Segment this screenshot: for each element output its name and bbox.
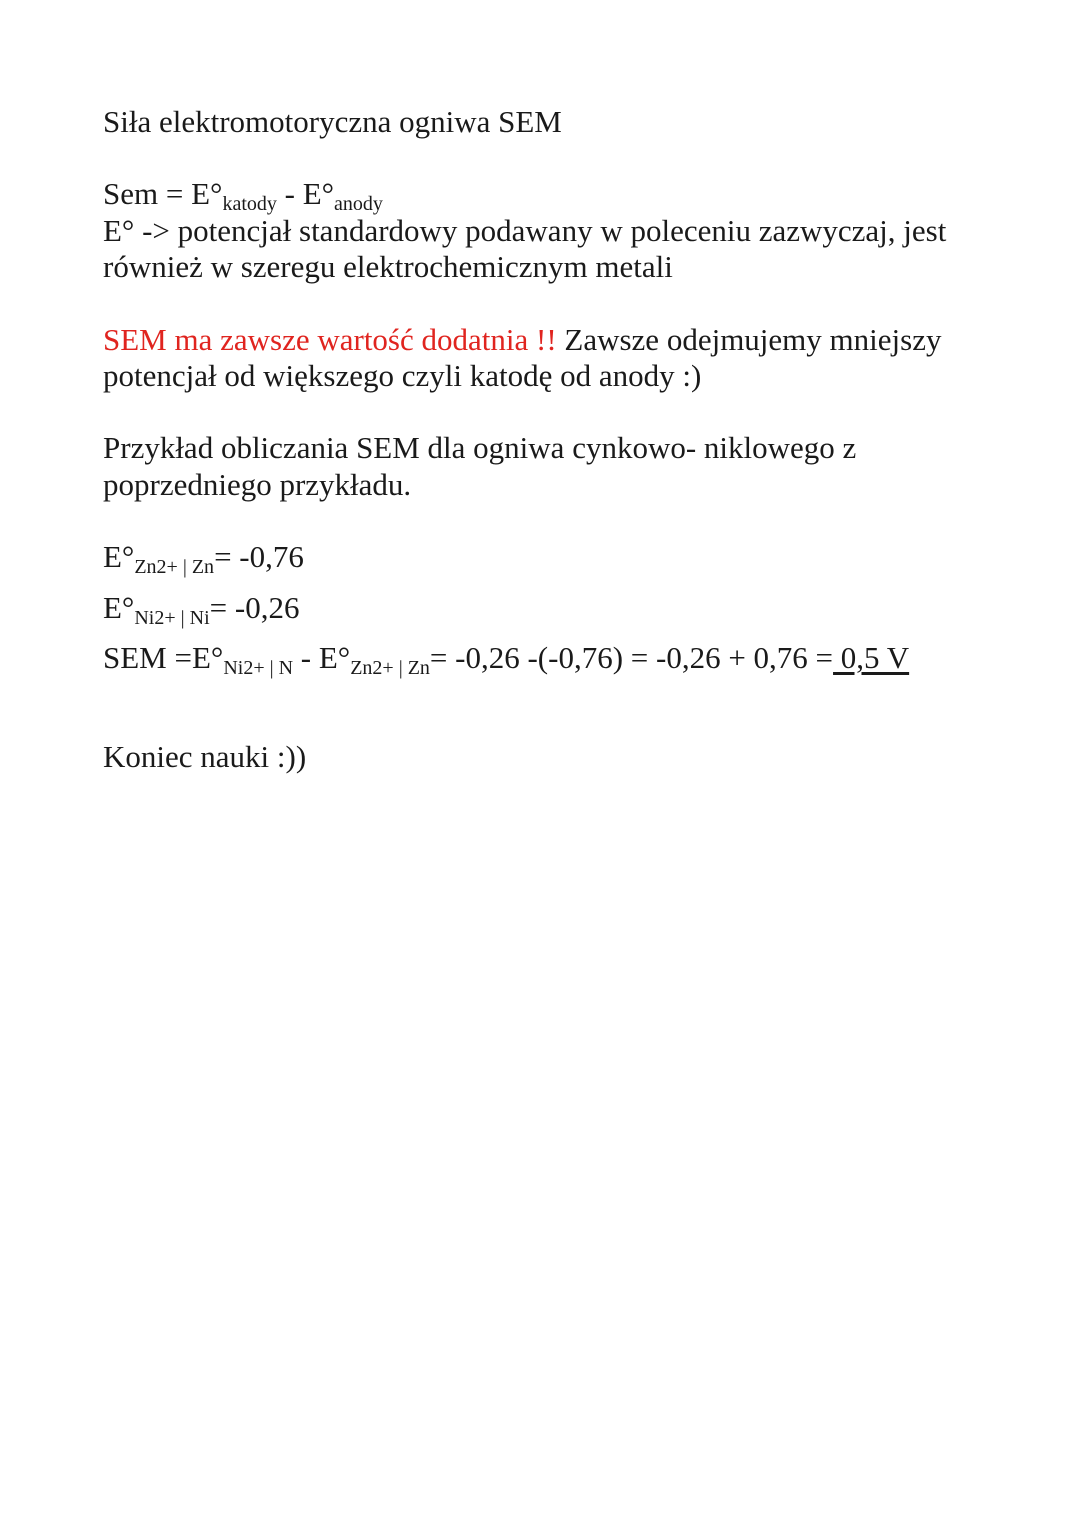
rule-line-2: potencjał od większego czyli katodę od anody :) [103,358,702,393]
rule-line-1 [103,322,941,358]
example-intro-line-1: Przykład obliczania SEM dla ogniwa cynkowo- niklowego z [103,430,857,465]
sem-formula [103,176,383,216]
ni-potential [103,590,299,630]
sem-calc-sub-1: Ni2+ | N [223,657,294,679]
formula-mid: - E° [276,176,335,211]
sem-calc-b: - E° [293,640,351,675]
sem-calculation [103,640,909,680]
sem-result: 0,5 V [833,640,910,675]
rule-text: Zawsze odejmujemy mniejszy [556,322,942,357]
rule-red-text: SEM ma zawsze wartość dodatnia !! [103,322,557,357]
explanation-line-2: również w szeregu elektrochemicznym metali [103,249,673,284]
zn-potential [103,539,304,579]
example-intro-line-2: poprzedniego przykładu. [103,467,412,502]
zn-value: = -0,76 [214,539,304,574]
ending-text: Koniec nauki :)) [103,739,307,774]
formula-sub-katody: katody [222,193,277,215]
sem-calc-a: SEM =E° [103,640,224,675]
ni-value: = -0,26 [209,590,300,625]
sem-calc-sub-2: Zn2+ | Zn [350,657,430,679]
document-title: Siła elektromotoryczna ogniwa SEM [103,104,562,139]
explanation-line-1: E° -> potencjał standardowy podawany w poleceniu zazwyczaj, jest [103,213,947,248]
sem-calc-c: = -0,26 -(-0,76) = -0,26 + 0,76 = [429,640,834,675]
zn-e: E° [103,539,135,574]
formula-sub-anody: anody [334,193,383,215]
formula-lhs: Sem = E° [103,176,223,211]
zn-sub: Zn2+ | Zn [134,556,215,578]
ni-sub: Ni2+ | Ni [134,607,210,629]
ni-e: E° [103,590,135,625]
